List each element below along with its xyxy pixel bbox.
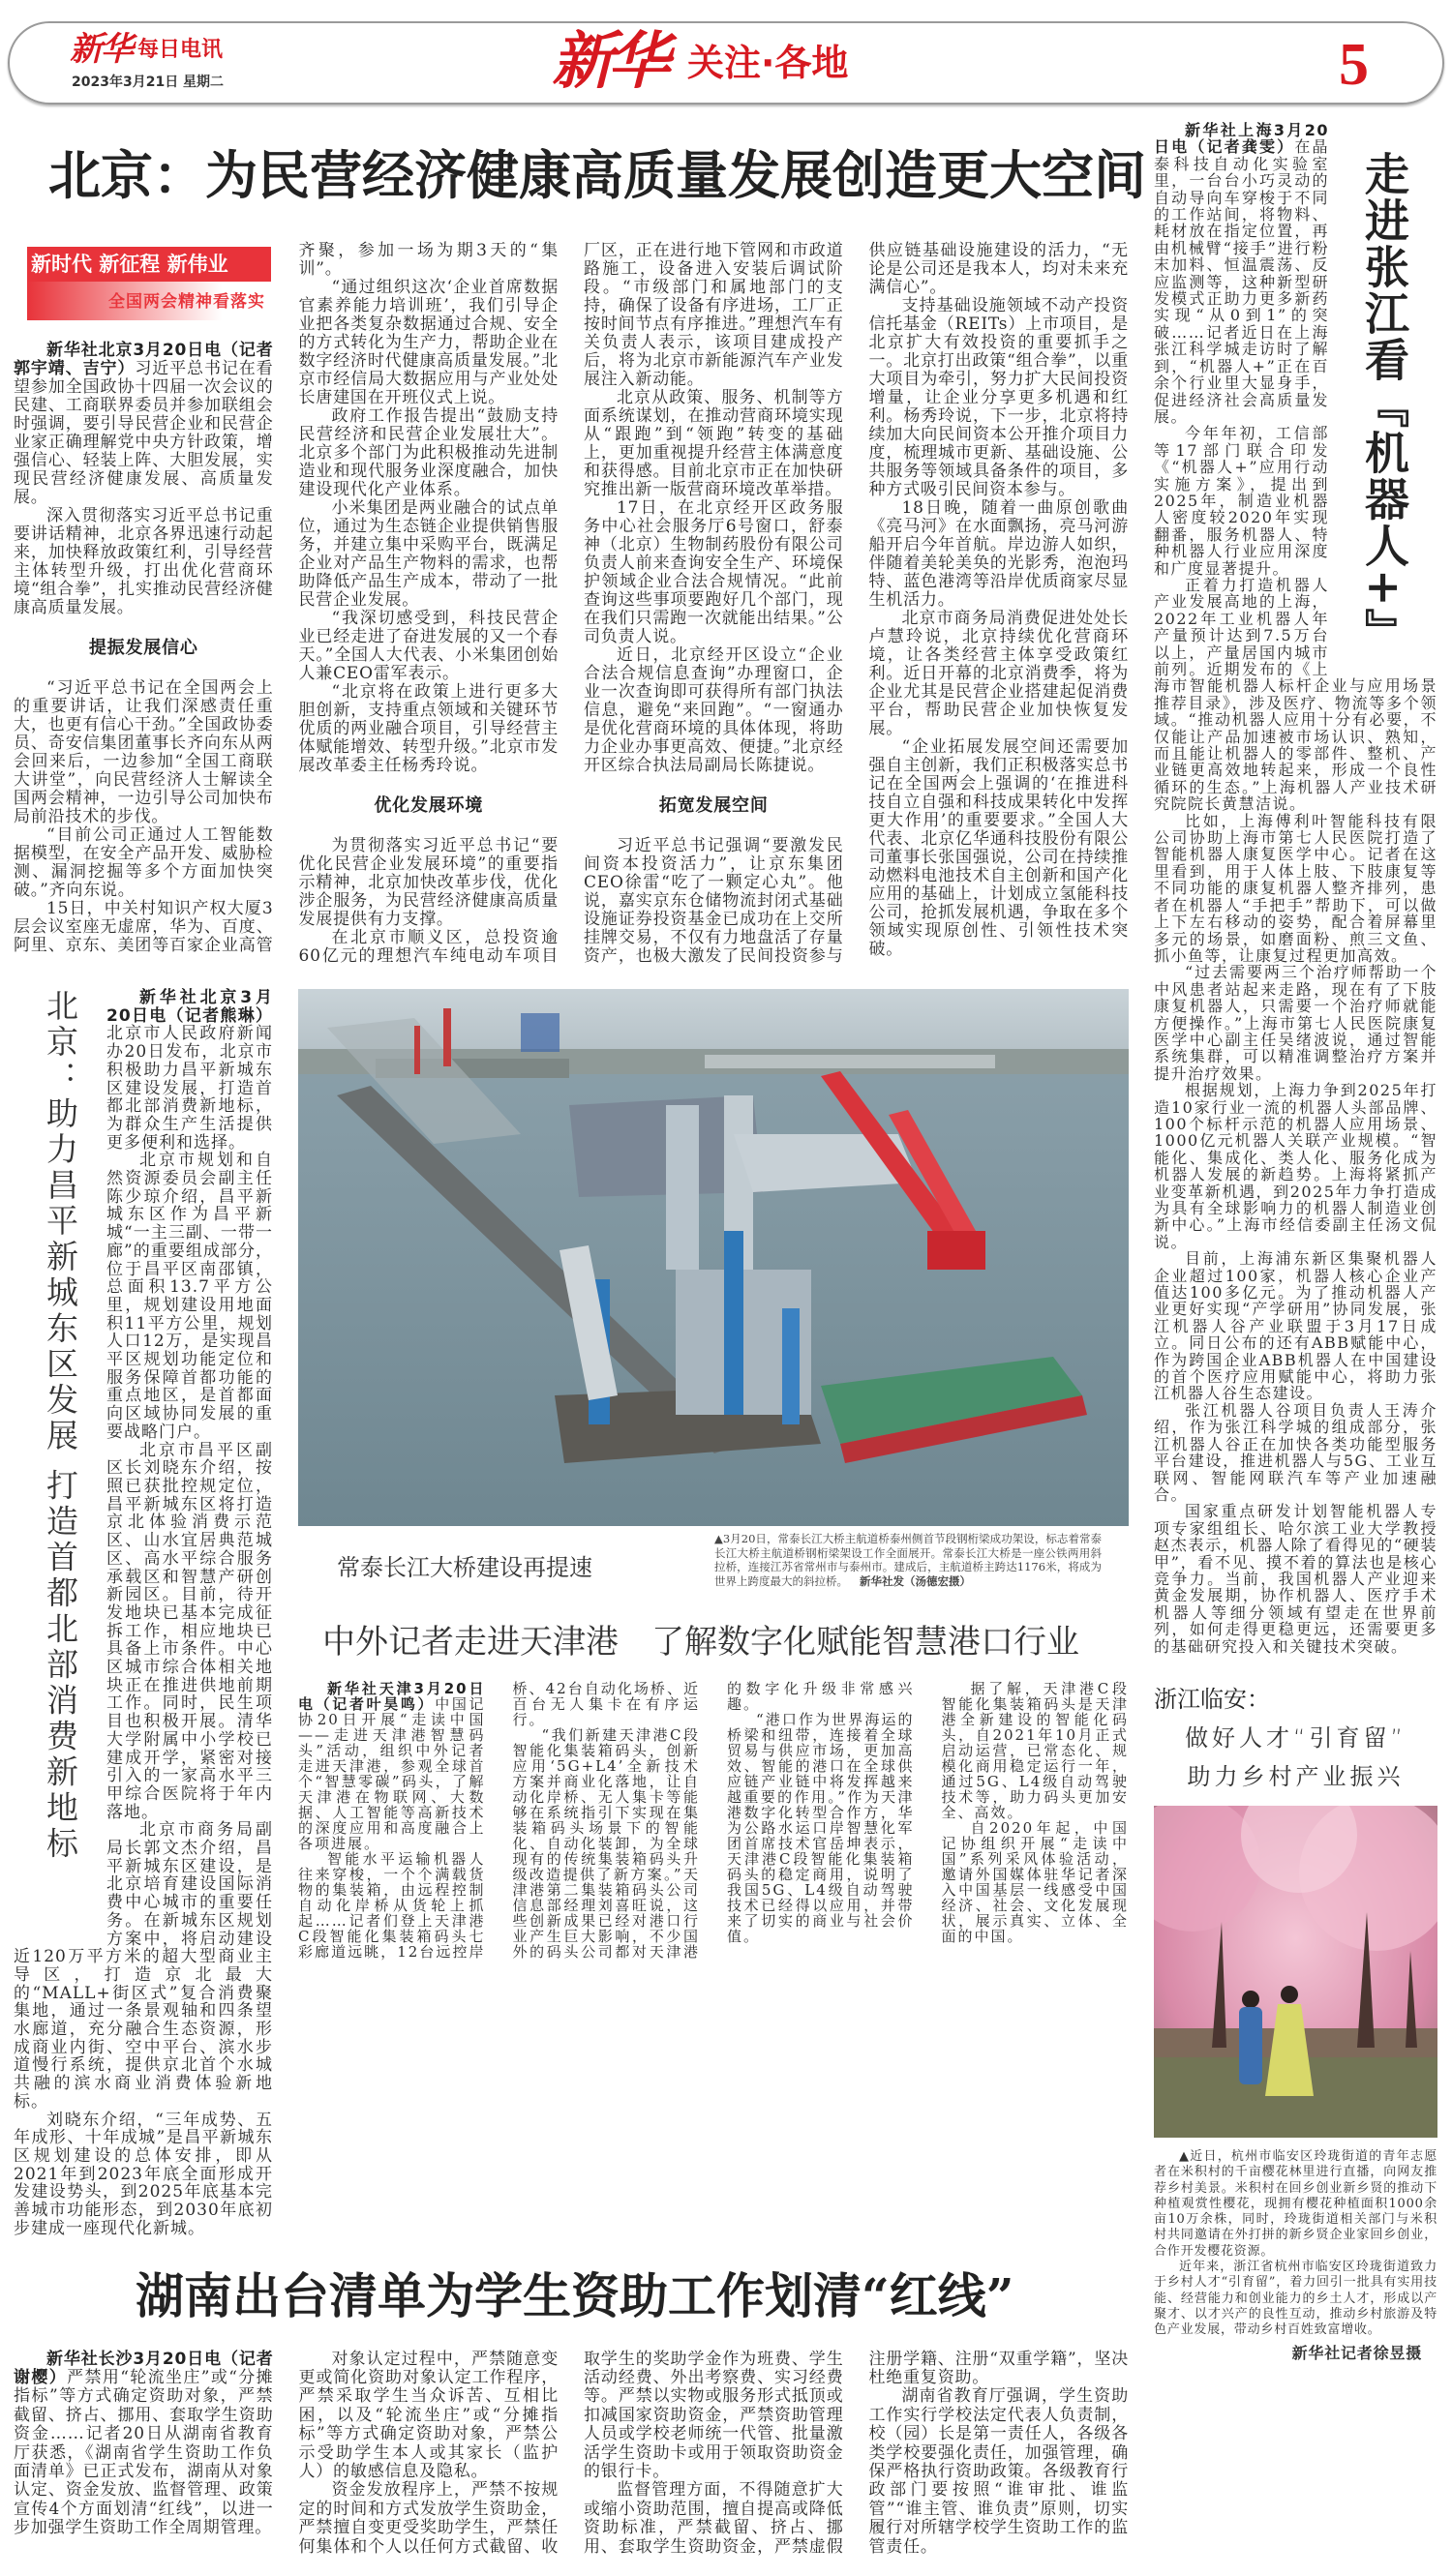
- tianjin-article: [298, 1681, 1129, 1960]
- article-paragraph: [942, 1820, 1130, 1944]
- paragraph-text: 小米集团是两业融合的试点单位，通过为生态链企业提供销售服务，并建立集中采购平台，既满足企业对产品生产物料的需求，也帮助降低产品生产成本，带动了一批民营企业发展。: [298, 498, 559, 610]
- right-sidebar: [1154, 105, 1437, 2576]
- article-paragraph: [942, 1681, 1130, 1820]
- paragraph-text: “习近平总书记在全国两会上的重要讲话，让我们深感责任重大，也更有信心干劲。”全国政协委员、奇安信集团董事长齐向东从两会回来后，一边参加“全国工商联大讲堂”，向民营经济人士解读全国两会精神，一边引导公司加快布局前沿技术的步伐。: [14, 678, 274, 826]
- article-paragraph: [299, 499, 560, 610]
- shanghai-article: [1154, 122, 1437, 1655]
- paragraph-text: 习近平总书记强调“要激发民间资本投资活力”，让京东集团CEO徐雷“吃了一颗定心丸”。他说，嘉实京东仓储物流封闭式基础设施证券投资基金已成功在上交所挂牌交易，不仅有力地盘活了存量资产，也极大激发了民间投资参与供应链基础设施建设的活力，“无论是公司还是我本人，均对未来充满信心”。: [584, 241, 1129, 966]
- changping-article: [14, 989, 273, 2238]
- bridge-photo-credit: 新华社发（汤德宏摄）: [860, 1573, 971, 1588]
- series-badge-subtitle: 全国两会精神看落实: [108, 292, 265, 312]
- paragraph-text: 张江机器人谷项目负责人王涛介绍，作为张江科学城的组成部分，张江机器人谷正在加快各类功能型服务平台建设，推进机器人与5G、工业互联网、智能网联汽车等产业加速融合。: [1154, 1400, 1437, 1504]
- zhejiang-caption-paragraph: 近年来，浙江省杭州市临安区玲珑街道致力于乡村人才“引育留”，着力回引一批具有实用技能、经营能力和创业能力的乡土人才，形成以产聚才、以才兴产的良性互动，推动乡村旅游及特色产业发展，带动乡村百姓致富增收。: [1154, 2260, 1437, 2338]
- paragraph-text: 17日，在北京经开区政务服务中心社会服务厅6号窗口，舒泰神（北京）生物制药股份有限公司负责人前来查询安全生产、环境保护领域企业合法合规情况。“此前查询这些事项要跑好几个部门，现在我们只需跑一次就能出结果。”公司负责人说。: [584, 498, 844, 646]
- paragraph-text: 严禁用“轮流坐庄”或“分摊指标”等方式确定资助对象，严禁截留、挤占、挪用、套取学生资助资金……记者20日从湖南省教育厅获悉，《湖南省学生资助工作负面清单》已正式发布，湖南从对象认定、资金发放、监督管理、政策宣传4个方面划清“红线”，以进一步加强学生资助工作全周期管理。: [14, 2367, 274, 2538]
- bridge-caption-row: [298, 1532, 1129, 1588]
- article-paragraph: [869, 738, 1130, 959]
- article-paragraph: [869, 499, 1130, 610]
- paragraph-text: 北京市商务局消费促进处处长卢慧玲说，北京持续优化营商环境，让各类经营主体享受政策红利。近日开幕的北京消费季，将为企业尤其是民营企业搭建起促消费平台，帮助民营企业加快恢复发展。: [868, 609, 1129, 738]
- article-paragraph: [727, 1712, 915, 1944]
- article-paragraph: [14, 679, 274, 826]
- series-badge-title: 新时代 新征程 新伟业: [27, 247, 271, 282]
- article-paragraph: [299, 407, 560, 499]
- paragraph-text: 深入贯彻落实习近平总书记重要讲话精神，北京各界迅速行动起来，加快释放政策红利，引导经营主体转型升级，打出优化营商环境“组合拳”，扎实推动民营经济健康高质量发展。: [14, 506, 274, 617]
- paragraph-text: 比如，上海傅利叶智能科技有限公司协助上海市第七人民医院打造了智能机器人康复医学中心。记者在这里看到，用于人体上肢、下肢康复等不同功能的康复机器人整齐排列，患者在机器人“手把手”帮助下，可以做上下左右移动的姿势，配合着屏幕里多元的场景，如磨面粉、煎三文鱼、抓小鱼等，让康复过程更加高效。: [1154, 811, 1437, 965]
- article-paragraph: [584, 389, 844, 499]
- article-paragraph: [14, 2112, 273, 2238]
- article-paragraph: [869, 297, 1130, 499]
- paragraph-text: 北京市昌平区副区长刘晓东介绍，按照已获批控规定位，昌平新城东区将打造京北体验消费示范区、山水宜居典范城区、高水平综合服务承载区和智慧产研创新园区。目前，待开发地块已基本完成征拆工作，相应地块已具备上市条件。中心区城市综合体相关地块正在推进供地前期工作。同时，民生项目也积极开展。清华大学附属中小学校已建成开学，紧密对接引入的一家高水平三甲综合医院将于年内落地。: [106, 1440, 273, 1822]
- page-number: 5: [1339, 32, 1369, 98]
- tianjin-body: [298, 1681, 1129, 1960]
- bridge-caption-text: ▲3月20日，常泰长江大桥主航道桥泰州侧首节段钢桁梁成功架设，标志着常泰长江大桥主航道桥钢桁梁架设工作全面展开。常泰长江大桥是一座公铁两用斜拉桥，连接江苏省常州市与泰州市。建成后，主航道桥主跨达1176米，将成为世界上跨度最大的斜拉桥。: [714, 1532, 1102, 1588]
- photo-and-tianjin-block: [298, 989, 1129, 2238]
- paragraph-text: 为贯彻落实习近平总书记“要优化民营企业发展环境”的重要指示精神，北京加快改革步伐，优化涉企服务，为民营经济健康高质量发展提供有力支撑。: [298, 836, 559, 929]
- paragraph-text: 目前，上海浦东新区集聚机器人企业超过100家，机器人核心企业产值达100多亿元。为了推动机器人产业更好实现“产学研用”协同发展，张江机器人谷产业联盟于3月17日成立。同日公布的还有ABB赋能中心，作为跨国企业ABB机器人在中国建设的首个医疗应用赋能中心，将助力张江机器人谷生态建设。: [1154, 1249, 1437, 1403]
- paragraph-text: 在北京市顺义区，总投资逾60亿元的理想汽车纯电动车项目厂区，正在进行地下管网和市政道路施工，设备进入安装后调试阶段。“市级部门和属地部门的支持，确保了设备有序进场，工厂正按时间节点有序推进。”理想汽车有关负责人表示，该项目建成投产后，将为北京市新能源汽车产业发展注入新动能。: [298, 241, 844, 966]
- zhejiang-kicker: 浙江临安：: [1154, 1685, 1270, 1713]
- article-paragraph: [1154, 964, 1437, 1082]
- paragraph-text: 根据规划，上海力争到2025年打造10家行业一流的机器人头部品牌、100个标杆示范的机器人应用场景、1000亿元机器人关联产业规模。“智能化、集成化、类人化、服务化成为机器人发展的新趋势。上海将紧抓产业变革新机遇，到2025年力争打造成为具有全球影响力的机器人制造业创新中心。”上海市经信委副主任汤文侃说。: [1154, 1081, 1437, 1251]
- bridge-photo-caption: [714, 1532, 1102, 1588]
- paragraph-text: 15日，中关村知识产权大厦3层会议室座无虚席，华为、百度、阿里、京东、美团等百家企业高管齐聚，参加一场为期3天的“集训”。: [14, 241, 559, 955]
- section-title: 关注·各地: [687, 42, 849, 84]
- paragraph-text: 18日晚，随着一曲原创歌曲《亮马河》在水面飘扬，亮马河游船开启今年首航。岸边游人如织，伴随着美轮美奂的光影秀，泡泡玛特、蓝色港湾等沿岸优质商家尽显生机活力。: [868, 498, 1129, 610]
- paragraph-text: “目前公司正通过人工智能数据模型，在安全产品开发、威胁检测、漏洞挖掘等多个方面加快突破。”齐向东说。: [14, 825, 274, 900]
- paragraph-text: 监督管理方面，不得随意扩大或缩小资助范围，擅自提高或降低资助标准，严禁截留、挤占、挪用、套取学生资助资金，严禁虚假注册学籍、注册“双重学籍”，坚决杜绝重复资助。: [584, 2349, 1129, 2557]
- paragraph-text: “企业拓展发展空间还需要加强自主创新，我们正积极落实总书记在全国两会上强调的‘在推进科技自立自强和科技成果转化中发挥更大作用’的重要要求。”全国人大代表、北京亿华通科技股份有限公司董事长张国强说，公司在持续推动燃料电池技术自主创新和国产化应用的基础上，计划成立氢能科技公司，抢抓发展机遇，争取在多个领域实现原创性、引领性技术突破。: [868, 737, 1129, 959]
- article-paragraph: [298, 1681, 486, 1851]
- paragraph-text: 智能水平运输机器人往来穿梭，一个个满载货物的集装箱，由远程控制自动化岸桥从货轮上抓起……记者们登上天津港C段智能化集装箱码头七彩廊道远眺，12台远控岸桥、42台自动化场桥、近百台无人集卡在有序运行。: [298, 1680, 700, 1961]
- zhejiang-headline-line1: 做好人才“引育留”: [1185, 1723, 1407, 1752]
- paragraph-text: 对象认定过程中，严禁随意变更或简化资助对象认定工作程序，严禁采取学生当众诉苦、互相比困，以及“轮流坐庄”或“分摊指标”等方式确定资助对象，严禁公示受助学生本人或其家长（监护人）的敏感信息及隐私。: [298, 2349, 559, 2481]
- paragraph-text: 北京市规划和自然资源委员会副主任陈少琼介绍，昌平新城东区作为昌平新城“一主三副、一带一廊”的重要组成部分，位于昌平区南邵镇，总面积13.7平方公里，规划建设用地面积11平方公里，规划人口12万，是实现昌平区规划功能定位和服务保障首都功能的重点地区，是首都面向区域协同发展的重要战略门户。: [106, 1151, 273, 1442]
- issue-date: 2023年3月21日 星期二: [72, 75, 225, 90]
- section-heading: 优化发展环境: [374, 795, 484, 816]
- beijing-article: [14, 242, 1129, 966]
- zhejiang-caption-paragraph: ▲近日，杭州市临安区玲珑街道的青年志愿者在米积村的千亩樱花林里进行直播，向网友推荐乡村美景。米积村在回乡创业新乡贤的推动下种植观赏性樱花，现拥有樱花种植面积1000余亩10万余株，同时，玲珑街道相关部门与米积村共同邀请在外打拼的新乡贤企业家回乡创业，合作开发樱花资源。: [1154, 2148, 1437, 2259]
- dateline: 新华社上海3月20日电（记者龚雯）: [1154, 121, 1329, 157]
- main-headline: 北京：为民营经济健康高质量发展创造更大空间: [48, 145, 1146, 206]
- paragraph-text: 中国记协20日开展“走读中国——走进天津港智慧码头”活动，组织中外记者走进天津港，参观全球首个“智慧零碳”码头，了解天津港在物联网、大数据、人工智能等高新技术的深度应用和高度融合上各项进展。: [298, 1695, 486, 1852]
- section-heading: 拓宽发展空间: [658, 795, 769, 816]
- article-paragraph: [1154, 1250, 1437, 1402]
- bridge-construction-photo: [298, 989, 1129, 1526]
- article-paragraph: [584, 646, 844, 775]
- main-area: [14, 105, 1146, 2576]
- zhejiang-caption: [1154, 2149, 1437, 2364]
- tianjin-headline: 中外记者走进天津港 了解数字化赋能智慧港口行业: [322, 1623, 1079, 1662]
- article-paragraph: [299, 2351, 560, 2482]
- dateline: 新华社长沙3月20日电（记者谢樱）: [14, 2349, 274, 2387]
- article-paragraph: [14, 507, 274, 617]
- paragraph-text: 资金发放程序上，严禁不按规定的时间和方式发放学生资助金，严禁擅自变更受奖助学生，严禁任何集体和个人以任何方式截留、收取学生的奖助学金作为班费、学生活动经费、外出考察费、实习经费等。严禁以实物或服务形式抵顶或扣减国家资助资金，严禁资助管理人员或学校老师统一代管、批量激活学生资助卡或用于领取资助资金的银行卡。: [298, 2349, 844, 2557]
- hunan-body: [14, 2351, 1129, 2557]
- article-paragraph: [869, 610, 1130, 738]
- article-paragraph: [1154, 813, 1437, 965]
- paragraph-text: 今年年初，工信部等17部门联合印发《“机器人+”应用行动实施方案》，提出到2025年，制造业机器人密度较2020年实现翻番，服务机器人、特种机器人行业应用深度和广度显著提升。: [1154, 424, 1329, 578]
- paragraph-text: 政府工作报告提出“鼓励支持民营经济和民营企业发展壮大”。北京多个部门为此积极推动先进制造业和现代服务业深度融合，加快建设现代化产业体系。: [298, 406, 559, 499]
- paragraph-text: 自2020年起，中国记协组织开展“走读中国”系列采风体验活动，邀请外国媒体驻华记者深入中国基层一线感受中国经济、社会、文化发展现状，展示真实、立体、全面的中国。: [941, 1819, 1129, 1945]
- article-paragraph: [1154, 1082, 1437, 1250]
- article-paragraph: [14, 2351, 274, 2538]
- paragraph-text: 在晶泰科技自动化实验室里，一台台小巧灵动的自动导向车穿梭于不同的工作站间，将物料、耗材放在指定位置，再由机械臂“接手”进行粉末加料、恒温震荡、反应监测等，这种新型研发模式正助力更多新药实现“从0到1”的突破……记者近日在上海张江科学城走访时了解到，“机器人+”正在百余个行业里大显身手，促进经济社会高质量发展。: [1154, 137, 1329, 426]
- paragraph-text: “我深切感受到，科技民营企业已经走进了奋进发展的又一个春天。”全国人大代表、小米集团创始人兼CEO雷军表示。: [298, 609, 559, 683]
- paragraph-text: 北京从政策、服务、机制等方面系统谋划，在推动营商环境实现从“跟跑”到“领跑”转变的基础上，更加重视提升经营主体满意度和获得感。目前北京市正在加快研究推出新一版营商环境改革举措。: [584, 388, 844, 499]
- paragraph-text: “港口作为世界海运的桥梁和纽带，连接着全球贸易与供应市场，更加高效、智能的港口在全球供应链产业链中将发挥越来越重要的作用。”作为天津港数字化转型合作方，华为公路水运口岸智慧化军团首席技术官岳坤表示，天津港C段智能化集装箱码头的稳定商用，说明了我国5G、L4级自动驾驶技术已经得以应用，并带来了切实的商业与社会价值。: [727, 1711, 915, 1945]
- article-paragraph: [14, 826, 274, 900]
- article-paragraph: [1154, 1503, 1437, 1655]
- paragraph-text: 正着力打造机器人产业发展高地的上海，2022年工业机器人年产量预计达到7.5万台以上，产量居国内城市前列。近期发布的《上海市智能机器人标杆企业与应用场景推荐目录》，涉及医疗、物流等多个领域。“推动机器人应用十分有必要，不仅能让产品加速被市场认识、熟知，而且能让机器人的零部件、整机、产业链更高效地转起来，形成一个良性循环的生态。”上海机器人产业技术研究院院长黄慧洁说。: [1154, 575, 1437, 814]
- paragraph-text: “通过组织这次‘企业首席数据官素养能力培训班’，我们引导企业把各类复杂数据通过合规、安全的方式转化为生产力，帮助企业在数字经济时代健康高质量发展。”北京市经信局大数据应用与产业处处长唐建国在开班仪式上说。: [298, 278, 559, 407]
- masthead: [8, 21, 1444, 105]
- xinhua-logo-small: 新华: [70, 30, 132, 69]
- zhejiang-headline-line2: 助力乡村产业振兴: [1187, 1762, 1405, 1790]
- zhejiang-photo-credit: 新华社记者徐昱摄: [1291, 2343, 1422, 2362]
- paragraph-text: 据了解，天津港C段智能化集装箱码头是天津港全新建设的智能化码头，自2021年10月正式启动运营，已常态化、规模化商用稳定运行一年，通过5G、L4级自动驾驶技术等，助力码头更加安全、高效。: [941, 1680, 1129, 1821]
- xinhua-logo-large: 新华: [552, 25, 664, 98]
- paragraph-text: 支持基础设施领域不动产投资信托基金（REITs）上市项目，是北京扩大有效投资的重要抓手之一。北京打出政策“组合拳”，以重大项目为牵引，努力扩大民间投资增量，让企业分享更多机遇和红利。杨秀玲说，下一步，北京将持续加大向民间资本公开推介项目力度，梳理城市更新、基础设施、公共服务等领域具备条件的项目，多种方式吸引民间资本参与。: [868, 296, 1129, 499]
- article-paragraph: [584, 499, 844, 646]
- paragraph-text: 北京市商务局副局长郭文杰介绍，昌平新城东区建设，是北京培育建设国际消费中心城市的重要任务。在新城东区规划方案中，将启动建设近120万平方米的超大型商业主导区，打造京北最大的“MALL+街区式”复合消费聚集地，通过一条景观轴和四条望水廊道，充分融合生态资源，形成商业内街、空中平台、滨水步道慢行系统，提供京北首个水城共融的滨水商业消费体验新地标。: [14, 1820, 273, 2112]
- article-paragraph: [299, 683, 560, 775]
- article-paragraph: [1154, 1402, 1437, 1503]
- paragraph-text: 湖南省教育厅强调，学生资助工作实行学校法定代表人负责制，校（园）长是第一责任人，各级各类学校要强化责任，加强管理，确保严格执行资助政策。各级教育行政部门要按照“谁审批、谁监管”“谁主管、谁负责”原则，切实履行对所辖学校学生资助工作的监管责任。: [868, 2386, 1129, 2557]
- changping-headline: 北京：助力昌平新城东区发展 打造首都北部消费新地标: [42, 989, 79, 1863]
- paragraph-text: 习近平总书记在看望参加全国政协十四届一次会议的民建、工商联界委员并参加联组会时强调，要引导民营企业和民营企业家正确理解党中央方针政策，增强信心、轻装上阵、大胆发展，实现民营经济健康发展、高质量发展。: [14, 359, 274, 507]
- article-paragraph: [14, 342, 274, 507]
- paragraph-text: 近日，北京经开区设立“企业合法合规信息查询”办理窗口，企业一次查询即可获得所有部门执法信息，避免“来回跑”。“一窗通办是优化营商环境的具体体现，将助力企业办事更高效、便捷。”北京经开区综合执法局副局长陈捷说。: [584, 645, 844, 775]
- paragraph-text: “北京将在政策上进行更多大胆创新，支持重点领域和关键环节优质的两业融合项目，引导经营主体赋能增效、转型升级。”北京市发展改革委主任杨秀玲说。: [298, 682, 559, 775]
- section-heading: 提振发展信心: [88, 638, 198, 658]
- shanghai-headline: 走进张江看『机器人+』: [1358, 151, 1410, 655]
- article-paragraph: [299, 279, 560, 407]
- paragraph-text: “过去需要两三个治疗师帮助一个中风患者站起来走路，现在有了下肢康复机器人，只需要一个治疗师就能方便操作。”上海市第七人民医院康复医学中心副主任吴绪波说，通过智能系统集群，可以精准调整治疗方案并提升治疗效果。: [1154, 963, 1437, 1083]
- article-paragraph: [299, 610, 560, 683]
- article-paragraph: [869, 2387, 1130, 2557]
- bridge-photo-title: 常泰长江大桥建设再提速: [337, 1554, 592, 1581]
- article-paragraph: [299, 837, 560, 929]
- dateline: 新华社北京3月20日电（记者郭宇靖、吉宁）: [14, 341, 274, 378]
- paper-name: 每日电讯: [137, 37, 224, 62]
- middle-row: [14, 989, 1129, 2238]
- hunan-article: [14, 2351, 1129, 2557]
- paragraph-text: 北京市人民政府新闻办20日发布，北京市积极助力昌平新城东区建设发展，打造首都北部消费新地标，为群众生产生活提供更多便利和选择。: [106, 1024, 273, 1153]
- paragraph-text: 刘晓东介绍，“三年成势、五年成形、十年成城”是昌平新城东区规划建设的总体安排，即从2021年到2023年底全面形成开发建设势头，到2025年底基本完善城市功能形态，到2030年底初步建成一座现代化新城。: [14, 2110, 273, 2238]
- series-badge: [27, 247, 271, 320]
- cherry-blossom-photo: [1154, 1806, 1437, 2138]
- beijing-body: [14, 242, 1129, 966]
- hunan-headline: 湖南出台清单为学生资助工作划清“红线”: [136, 2266, 1014, 2324]
- dateline: 新华社天津3月20日电（记者叶昊鸣）: [298, 1680, 486, 1713]
- dateline: 新华社北京3月20日电（记者熊琳）: [106, 988, 273, 1026]
- paragraph-text: “我们新建天津港C段智能化集装箱码头，创新应用‘5G+L4’全新技术方案并商业化落地，让自动化岸桥、无人集卡等能够在系统指引下实现在集装箱码头场景下的智能化、自动化装卸，为全球现有的传统集装箱码头升级改造提供了新方案。”天津港第二集装箱码头公司信息部经理刘喜旺说，这些创新成果已经对港口行业产生巨大影响，不少国外的码头公司都对天津港的数字化升级非常感兴趣。: [512, 1680, 915, 1961]
- page-body: [0, 105, 1452, 2576]
- paragraph-text: 国家重点研发计划智能机器人专项专家组组长、哈尔滨工业大学教授赵杰表示，机器人除了看得见的“硬装甲”，看不见、摸不着的算法也是核心竞争力。当前，我国机器人产业迎来黄金发展期，协作机器人、医疗手术机器人等细分领域有望走在世界前列，如何走得更稳更远，还需要更多的基础研究投入和关键技术突破。: [1154, 1502, 1437, 1656]
